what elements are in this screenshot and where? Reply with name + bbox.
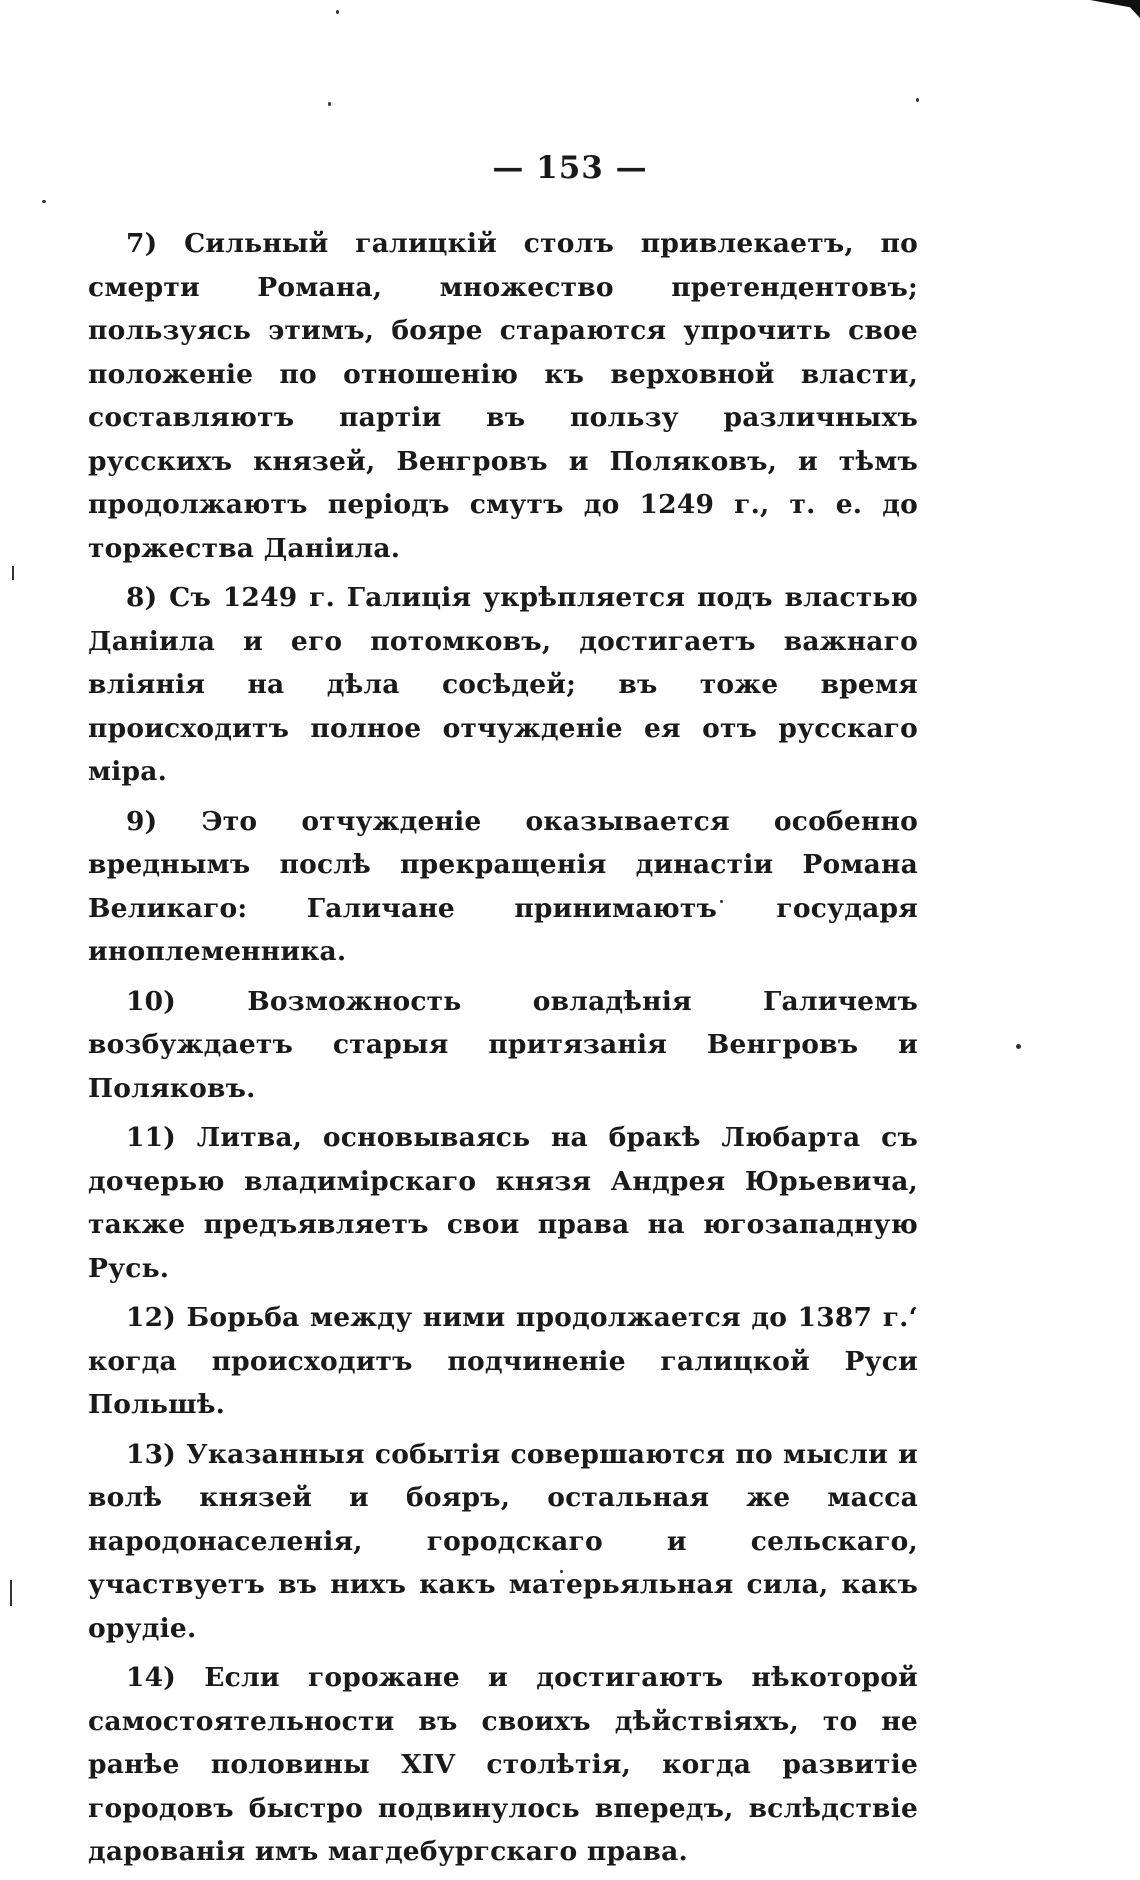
paragraph-7: 7) Сильный галицкій столъ привлекаетъ, по смерти Романа, множество претендентовъ; пользуясь этимъ, бояре стараются упрочить свое положеніе по отношенію къ верховной власти, составляютъ партіи въ пользу различныхъ русскихъ князей, Венгровъ и Поляковъ, и тѣмъ продолжаютъ періодъ смутъ до 1249 г., т. е. до торжества Даніила. (88, 228, 918, 564)
scan-speck (42, 200, 46, 203)
scan-speck (328, 102, 331, 106)
scan-speck (12, 566, 14, 580)
scan-speck (10, 1580, 12, 1606)
scan-speck (916, 98, 919, 102)
page-number: — 153 — (492, 150, 648, 186)
paragraph-8: 8) Съ 1249 г. Галиція укрѣпляется подъ властью Даніила и его потомковъ, достигаетъ важнаго вліянія на дѣла сосѣдей; въ тоже время происходитъ полное отчужденіе ея отъ русскаго міра. (88, 582, 918, 787)
paragraph-10: 10) Возможность овладѣнія Галичемъ возбуждаетъ старыя притязанія Венгровъ и Поляковъ. (88, 985, 918, 1104)
scan-speck (336, 10, 339, 14)
scan-edge-mark (1090, 0, 1140, 18)
paragraph-13: 13) Указанныя событія совершаются по мысли и волѣ князей и бояръ, остальная же масса народонаселенія, городскаго и сельскаго, участвуетъ въ нихъ какъ матерьяльная сила, какъ орудіе. (88, 1438, 918, 1644)
scan-speck (1016, 1044, 1021, 1049)
paragraph-9: 9) Это отчужденіе оказывается особенно вреднымъ послѣ прекращенія династіи Романа Великаго: Галичане принимаютъ государя иноплеменника. (88, 805, 918, 967)
paragraph-12: 12) Борьба между ними продолжается до 1387 г.‘ когда происходитъ подчиненіе галицкой Руси Польшѣ. (88, 1302, 918, 1420)
body-text (88, 222, 918, 1880)
paragraph-11: 11) Литва, основываясь на бракѣ Любарта съ дочерью владимірскаго князя Андрея Юрьевича, также предъявляетъ свои права на югозападную Русь. (88, 1122, 918, 1284)
paragraph-14: 14) Если горожане и достигаютъ нѣкоторой самостоятельности въ своихъ дѣйствіяхъ, то не ранѣе половины XIV столѣтія, когда развитіе городовъ быстро подвинулось впередъ, вслѣдствіе дарованія имъ магдебургскаго права. (88, 1662, 918, 1867)
